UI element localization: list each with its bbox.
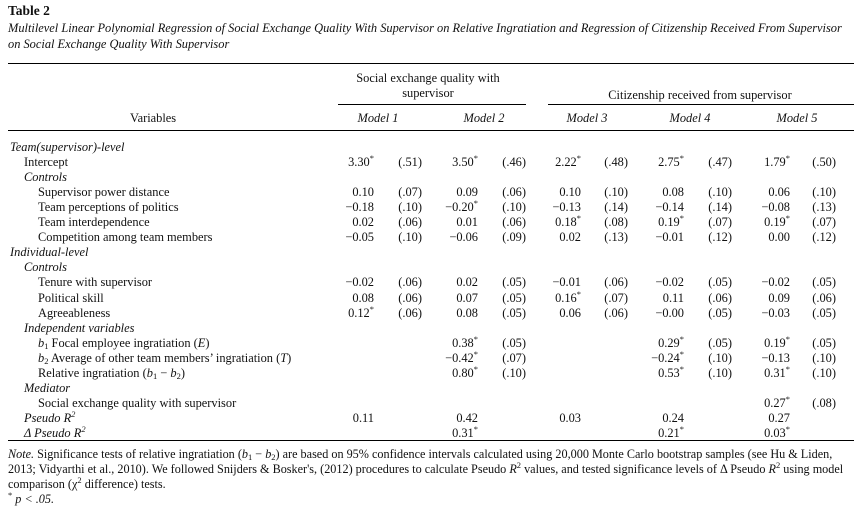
standard-error-cell: (.06) bbox=[502, 185, 526, 200]
coefficient-cell: 0.38* bbox=[452, 333, 478, 350]
standard-error-cell: (.07) bbox=[398, 185, 422, 200]
standard-error-cell: (.06) bbox=[398, 275, 422, 290]
table-label: Table 2 bbox=[8, 3, 50, 18]
table-row bbox=[0, 348, 862, 366]
standard-error-cell: (.10) bbox=[812, 350, 836, 365]
table-row bbox=[0, 245, 862, 260]
standard-error-cell: (.46) bbox=[502, 155, 526, 170]
coefficient-cell: 3.30* bbox=[348, 153, 374, 170]
table-note: Note. Significance tests of relative ingratiation $(b_1 - b_2)$ are based on 95% confidence intervals calculated using 20,000 Monte Carlo bootstrap samples (see Hu & Liden, 2013; Vidyarthi et al., 2010). We followed Snijders & Bosker's, (2012) procedures to calculate Pseudo $R^2$ values, and tested significance levels of Δ Pseudo $R^2$ using model comparison ($\chi^2$ difference) tests. * p < .05. bbox=[8, 447, 844, 506]
row-label: Controls bbox=[24, 260, 67, 275]
row-label: $b_2$ Average of other team members’ ingratiation (T) bbox=[38, 350, 292, 366]
standard-error-cell: (.05) bbox=[502, 290, 526, 305]
standard-error-cell: (.07) bbox=[812, 215, 836, 230]
coefficient-cell: 0.19* bbox=[658, 213, 684, 230]
row-label: Team(supervisor)-level bbox=[10, 140, 125, 154]
standard-error-cell: (.12) bbox=[708, 230, 732, 245]
row-label: Controls bbox=[24, 170, 67, 185]
coefficient-cell: 0.10 bbox=[352, 185, 374, 200]
coefficient-cell: 0.03* bbox=[764, 423, 790, 440]
coefficient-cell: 0.24 bbox=[662, 410, 684, 425]
note-text-5: difference) tests. bbox=[81, 477, 166, 491]
row-label: Tenure with supervisor bbox=[38, 275, 153, 290]
table-row bbox=[0, 333, 862, 351]
standard-error-cell: (.09) bbox=[502, 230, 526, 245]
standard-error-cell: (.10) bbox=[708, 350, 732, 365]
coefficient-cell: −0.20* bbox=[445, 198, 478, 215]
standard-error-cell: (.06) bbox=[604, 305, 628, 320]
standard-error-cell: (.10) bbox=[708, 365, 732, 380]
coefficient-cell: 0.02 bbox=[352, 215, 374, 230]
standard-error-cell: (.48) bbox=[604, 155, 628, 170]
coefficient-cell: −0.13 bbox=[761, 350, 790, 365]
coefficient-cell: 2.75* bbox=[658, 153, 684, 170]
coefficient-cell: −0.05 bbox=[345, 230, 374, 245]
standard-error-cell: (.13) bbox=[812, 200, 836, 215]
note-lead: Note. bbox=[8, 447, 35, 461]
group-rule-2 bbox=[548, 104, 854, 105]
standard-error-cell: (.05) bbox=[812, 335, 836, 350]
top-rule bbox=[8, 63, 854, 64]
row-label: Team interdependence bbox=[38, 215, 150, 230]
standard-error-cell: (.10) bbox=[812, 185, 836, 200]
model-1-header: Model 1 bbox=[357, 111, 399, 125]
standard-error-cell: (.47) bbox=[708, 155, 732, 170]
standard-error-cell: (.10) bbox=[398, 200, 422, 215]
coefficient-cell: −0.01 bbox=[552, 275, 581, 290]
coefficient-cell: 2.22* bbox=[555, 153, 581, 170]
row-label: Supervisor power distance bbox=[38, 185, 170, 200]
table-row bbox=[0, 321, 862, 336]
bottom-rule bbox=[8, 440, 854, 441]
coefficient-cell: 0.16* bbox=[555, 288, 581, 305]
table-row bbox=[0, 381, 862, 396]
variables-header: Variables bbox=[130, 111, 177, 125]
standard-error-cell: (.13) bbox=[604, 230, 628, 245]
row-label: Relative ingratiation $(b_1 - b_2)$ bbox=[38, 365, 185, 381]
table-row bbox=[0, 200, 862, 215]
significance-note: p < .05. bbox=[15, 492, 54, 506]
coefficient-cell: 0.27* bbox=[764, 393, 790, 410]
row-label: Political skill bbox=[38, 290, 104, 305]
coefficient-cell: −0.02 bbox=[655, 275, 684, 290]
standard-error-cell: (.05) bbox=[812, 305, 836, 320]
coefficient-cell: 0.01 bbox=[456, 215, 478, 230]
coefficient-cell: 3.50* bbox=[452, 153, 478, 170]
standard-error-cell: (.50) bbox=[812, 155, 836, 170]
coefficient-cell: 0.11 bbox=[662, 290, 684, 305]
table-title: Multilevel Linear Polynomial Regression of Social Exchange Quality With Supervisor on Relative Ingratiation and Regression of Citizenship Received From Supervisor on Social Exchange Quality With Supervisor bbox=[8, 21, 842, 51]
standard-error-cell: (.05) bbox=[812, 275, 836, 290]
standard-error-cell: (.10) bbox=[812, 365, 836, 380]
row-label: Independent variables bbox=[24, 320, 135, 335]
coefficient-cell: 1.79* bbox=[764, 153, 790, 170]
standard-error-cell: (.05) bbox=[502, 275, 526, 290]
coefficient-cell: −0.02 bbox=[345, 275, 374, 290]
coefficient-cell: 0.06 bbox=[559, 305, 581, 320]
coefficient-cell: 0.27 bbox=[768, 410, 790, 425]
standard-error-cell: (.06) bbox=[604, 275, 628, 290]
coefficient-cell: 0.19* bbox=[764, 213, 790, 230]
table-row bbox=[0, 303, 862, 321]
coefficient-cell: 0.00 bbox=[768, 230, 790, 245]
coefficient-cell: 0.08 bbox=[352, 290, 374, 305]
note-text-3: values, and tested significance levels of Δ Pseudo bbox=[521, 462, 769, 476]
standard-error-cell: (.08) bbox=[604, 215, 628, 230]
table-row bbox=[0, 275, 862, 290]
group-header-citizenship: Citizenship received from supervisor bbox=[608, 88, 792, 102]
coefficient-cell: −0.14 bbox=[655, 200, 684, 215]
header-rule bbox=[8, 130, 854, 131]
standard-error-cell: (.14) bbox=[604, 200, 628, 215]
standard-error-cell: (.10) bbox=[502, 200, 526, 215]
standard-error-cell: (.07) bbox=[604, 290, 628, 305]
coefficient-cell: 0.31* bbox=[452, 423, 478, 440]
coefficient-cell: 0.09 bbox=[456, 185, 478, 200]
coefficient-cell: 0.02 bbox=[456, 275, 478, 290]
note-text-2: ) are based on 95% confidence intervals calculated using 20,000 Monte Carlo bootstrap samples (see Hu & Liden, 2013; Vidyarthi et al., 2010). We followed Snijders & Bosker's, (2012) procedures to calculate Pseudo bbox=[8, 447, 833, 476]
coefficient-cell: 0.29* bbox=[658, 333, 684, 350]
table-row bbox=[0, 393, 862, 411]
coefficient-cell: −0.24* bbox=[651, 348, 684, 365]
coefficient-cell: 0.08 bbox=[662, 185, 684, 200]
standard-error-cell: (.06) bbox=[398, 215, 422, 230]
standard-error-cell: (.51) bbox=[398, 155, 422, 170]
coefficient-cell: 0.08 bbox=[456, 305, 478, 320]
coefficient-cell: −0.42* bbox=[445, 348, 478, 365]
table-row bbox=[0, 363, 862, 381]
model-5-header: Model 5 bbox=[776, 111, 818, 125]
standard-error-cell: (.05) bbox=[708, 275, 732, 290]
coefficient-cell: 0.06 bbox=[768, 185, 790, 200]
group-rule-1 bbox=[338, 104, 526, 105]
coefficient-cell: 0.07 bbox=[456, 290, 478, 305]
table-row bbox=[0, 288, 862, 306]
coefficient-cell: 0.12* bbox=[348, 303, 374, 320]
coefficient-cell: −0.18 bbox=[345, 200, 374, 215]
coefficient-cell: −0.06 bbox=[449, 230, 478, 245]
standard-error-cell: (.10) bbox=[708, 185, 732, 200]
coefficient-cell: −0.02 bbox=[761, 275, 790, 290]
row-label: Agreeableness bbox=[38, 305, 111, 320]
coefficient-cell: −0.00 bbox=[655, 305, 684, 320]
table-row bbox=[0, 423, 862, 441]
coefficient-cell: 0.21* bbox=[658, 423, 684, 440]
table-row bbox=[0, 215, 862, 230]
row-label: Individual-level bbox=[10, 245, 89, 260]
standard-error-cell: (.05) bbox=[708, 335, 732, 350]
group-header-social-exchange: Social exchange quality with supervisor bbox=[356, 71, 500, 100]
standard-error-cell: (.05) bbox=[502, 305, 526, 320]
coefficient-cell: 0.19* bbox=[764, 333, 790, 350]
standard-error-cell: (.07) bbox=[708, 215, 732, 230]
table-row bbox=[0, 170, 862, 185]
row-label: Intercept bbox=[24, 155, 69, 170]
standard-error-cell: (.14) bbox=[708, 200, 732, 215]
standard-error-cell: (.10) bbox=[604, 185, 628, 200]
standard-error-cell: (.06) bbox=[502, 215, 526, 230]
coefficient-cell: 0.09 bbox=[768, 290, 790, 305]
coefficient-cell: −0.01 bbox=[655, 230, 684, 245]
standard-error-cell: (.06) bbox=[812, 290, 836, 305]
coefficient-cell: 0.03 bbox=[559, 410, 581, 425]
row-label: $b_1$ Focal employee ingratiation (E) bbox=[38, 335, 210, 351]
table-row bbox=[0, 155, 862, 170]
standard-error-cell: (.07) bbox=[502, 350, 526, 365]
row-label: Δ Pseudo $R^2$ bbox=[24, 423, 86, 440]
table-row bbox=[0, 408, 862, 426]
coefficient-cell: 0.80* bbox=[452, 363, 478, 380]
standard-error-cell: (.12) bbox=[812, 230, 836, 245]
coefficient-cell: 0.18* bbox=[555, 213, 581, 230]
standard-error-cell: (.10) bbox=[398, 230, 422, 245]
note-text-4: using model comparison (χ bbox=[8, 462, 844, 491]
standard-error-cell: (.05) bbox=[708, 305, 732, 320]
coefficient-cell: 0.53* bbox=[658, 363, 684, 380]
row-label: Social exchange quality with supervisor bbox=[38, 395, 237, 410]
table-row bbox=[0, 230, 862, 245]
standard-error-cell: (.05) bbox=[502, 335, 526, 350]
model-2-header: Model 2 bbox=[463, 111, 505, 125]
coefficient-cell: 0.31* bbox=[764, 363, 790, 380]
standard-error-cell: (.06) bbox=[708, 290, 732, 305]
standard-error-cell: (.06) bbox=[398, 290, 422, 305]
coefficient-cell: −0.13 bbox=[552, 200, 581, 215]
row-label: Mediator bbox=[24, 380, 71, 395]
table-row bbox=[0, 260, 862, 275]
table-row bbox=[0, 185, 862, 200]
coefficient-cell: 0.10 bbox=[559, 185, 581, 200]
coefficient-cell: 0.42 bbox=[456, 410, 478, 425]
standard-error-cell: (.06) bbox=[398, 305, 422, 320]
coefficient-cell: −0.03 bbox=[761, 305, 790, 320]
note-text-1: Significance tests of relative ingratiation ( bbox=[37, 447, 242, 461]
coefficient-cell: 0.11 bbox=[352, 410, 374, 425]
table-container bbox=[8, 3, 854, 52]
standard-error-cell: (.10) bbox=[502, 365, 526, 380]
row-label: Pseudo $R^2$ bbox=[24, 408, 76, 425]
model-3-header: Model 3 bbox=[566, 111, 608, 125]
model-4-header: Model 4 bbox=[669, 111, 711, 125]
coefficient-cell: −0.08 bbox=[761, 200, 790, 215]
row-label: Competition among team members bbox=[38, 230, 213, 245]
coefficient-cell: 0.02 bbox=[559, 230, 581, 245]
row-label: Team perceptions of politics bbox=[38, 200, 179, 215]
standard-error-cell: (.08) bbox=[812, 395, 836, 410]
table-row bbox=[0, 140, 862, 155]
